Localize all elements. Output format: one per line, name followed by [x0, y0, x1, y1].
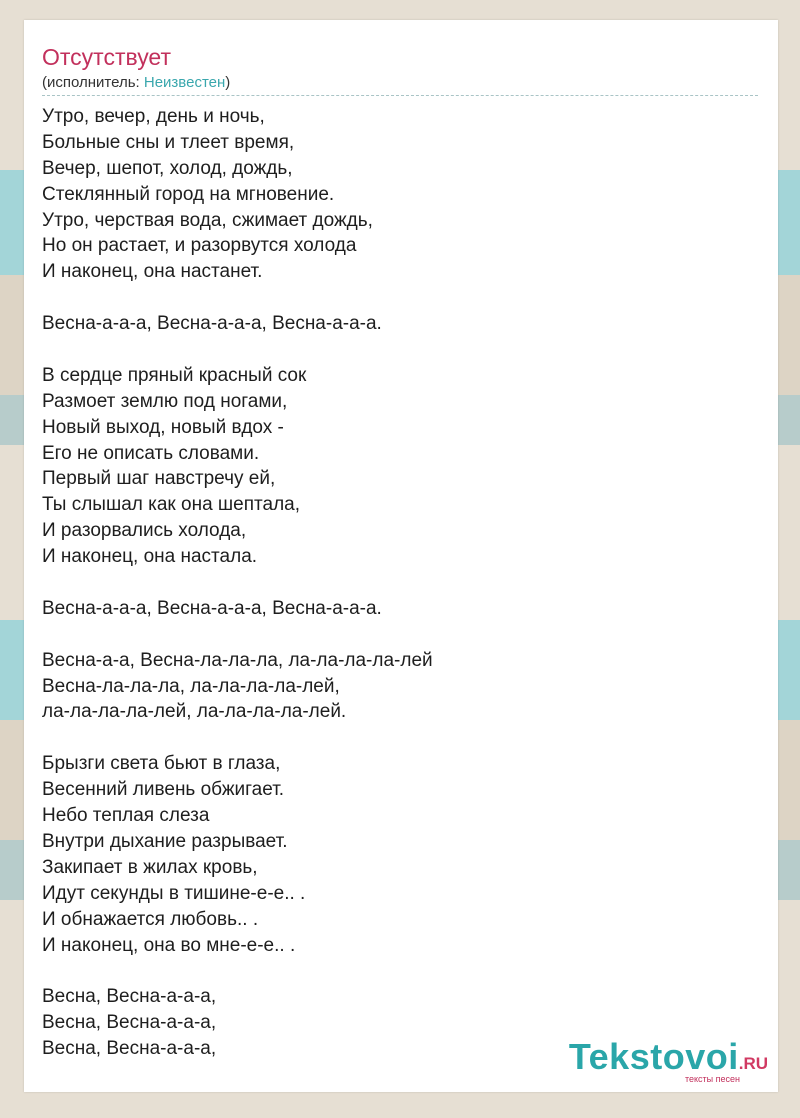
lyric-line: Но он растает, и разорвутся холода [42, 235, 357, 257]
lyric-line: Весна, Весна-а-а-а, [42, 986, 217, 1008]
lyric-line: И обнажается любовь.. . [42, 908, 259, 930]
lyric-line: И разорвались холода, [42, 520, 247, 542]
lyric-blank-line [42, 958, 433, 984]
lyric-line: Утро, черствая вода, сжимает дождь, [42, 209, 373, 231]
lyric-blank-line [42, 337, 433, 363]
logo-main-text: Tekstovoi [568, 1036, 739, 1077]
lyric-line: Внутри дыхание разрывает. [42, 830, 288, 852]
lyric-line: Закипает в жилах кровь, [42, 856, 258, 878]
lyric-line: Весна-а-а-а, Весна-а-а-а, Весна-а-а-а. [42, 597, 382, 619]
lyrics-text [42, 104, 433, 1062]
artist-link[interactable]: Неизвестен [143, 74, 226, 91]
lyric-line: Небо теплая слеза [42, 805, 210, 827]
lyric-blank-line [42, 622, 433, 648]
lyric-line: Вечер, шепот, холод, дождь, [42, 157, 293, 179]
lyric-line: Первый шаг навстречу ей, [42, 468, 276, 490]
song-title: Отсутствует [42, 44, 171, 70]
title-divider [42, 95, 758, 96]
lyric-line: ла-ла-ла-ла-лей, ла-ла-ла-ла-лей. [42, 701, 347, 723]
logo-tagline: тексты песен [684, 1074, 740, 1084]
lyric-blank-line [42, 570, 433, 596]
lyric-line: Больные сны и тлеет время, [42, 131, 295, 153]
lyric-line: Весна, Весна-а-а-а, [42, 1012, 217, 1034]
lyric-blank-line [42, 725, 433, 751]
lyric-line: Весенний ливень обжигает. [42, 779, 285, 801]
lyric-line: Весна-ла-ла-ла, ла-ла-ла-ла-лей, [42, 675, 340, 697]
lyric-blank-line [42, 285, 433, 311]
lyric-line: Новый выход, новый вдох - [42, 416, 284, 438]
lyric-line: Брызги света бьют в глаза, [42, 753, 281, 775]
lyric-line: Весна, Весна-а-а-а, [42, 1038, 217, 1060]
site-logo[interactable] [569, 1036, 768, 1084]
artist-prefix: (исполнитель: [42, 74, 144, 91]
lyric-line: Ты слышал как она шептала, [42, 494, 301, 516]
lyric-line: Утро, вечер, день и ночь, [42, 106, 265, 127]
lyric-line: Размоет землю под ногами, [42, 390, 288, 412]
lyrics-card [24, 20, 778, 1092]
artist-line [42, 74, 230, 91]
lyric-line: Его не описать словами. [42, 442, 260, 464]
lyric-line: Стеклянный город на мгновение. [42, 183, 335, 205]
lyric-line: Весна-а-а, Весна-ла-ла-ла, ла-ла-ла-ла-лей [42, 649, 433, 671]
artist-suffix: ) [225, 74, 231, 91]
lyric-line: И наконец, она настала. [42, 546, 258, 568]
logo-domain: .RU [738, 1054, 768, 1073]
lyric-line: Весна-а-а-а, Весна-а-а-а, Весна-а-а-а. [42, 313, 382, 335]
lyric-line: И наконец, она настанет. [42, 261, 263, 283]
lyric-line: В сердце пряный красный сок [42, 364, 307, 386]
lyric-line: Идут секунды в тишине-е-е.. . [42, 882, 306, 904]
lyric-line: И наконец, она во мне-е-е.. . [42, 934, 296, 956]
